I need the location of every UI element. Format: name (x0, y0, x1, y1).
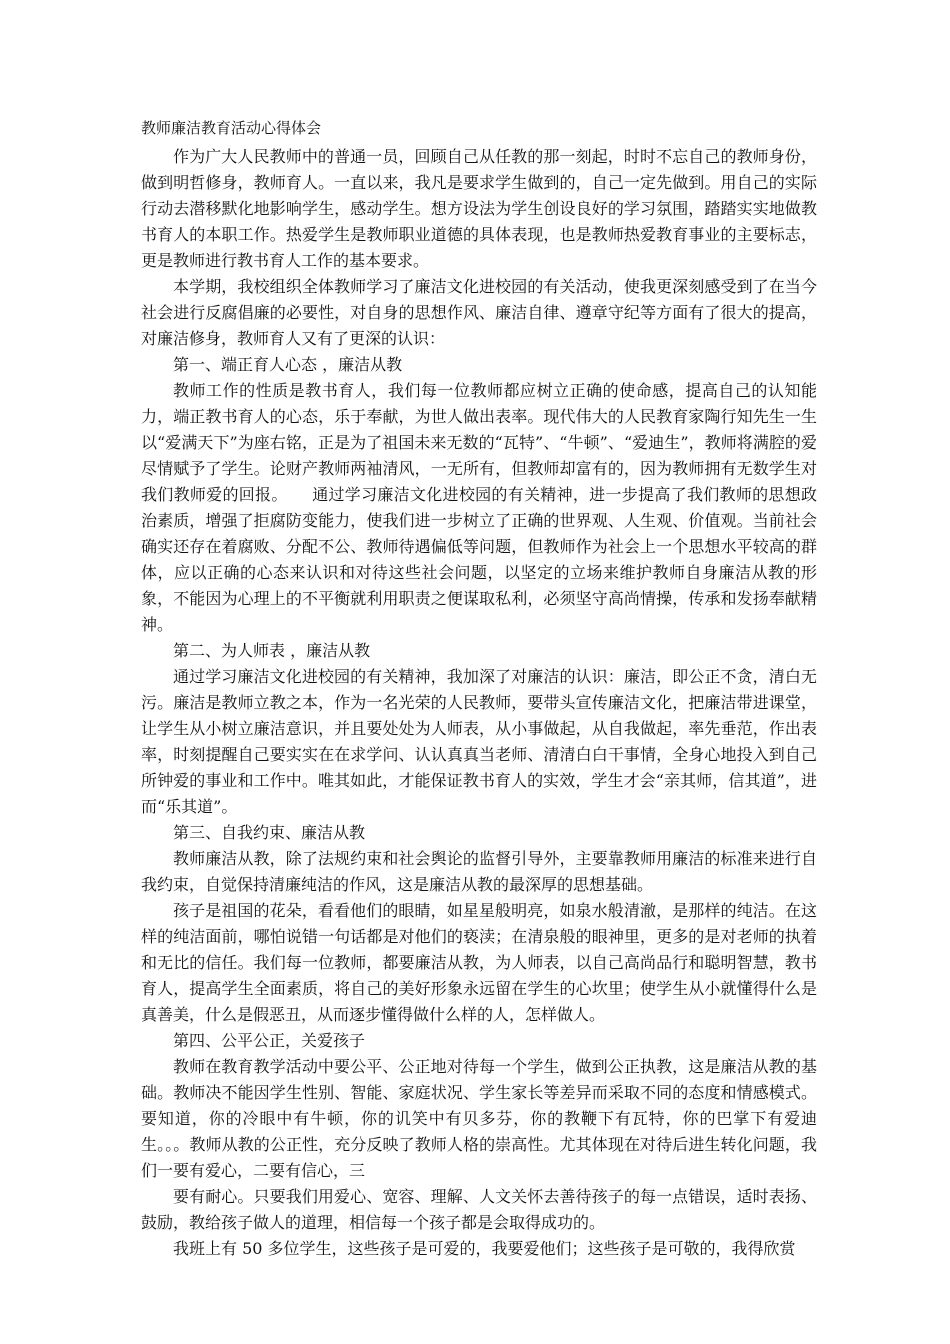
paragraph-semester: 本学期，我校组织全体教师学习了廉洁文化进校园的有关活动，使我更深刻感受到了在当今社会进行反腐倡廉的必要性，对自身的思想作风、廉洁自律、遵章守纪等方面有了很大的提高，对廉洁修身，教师育人又有了更深的认识： (141, 277, 817, 348)
paragraph-section-3a: 教师廉洁从教，除了法规约束和社会舆论的监督引导外，主要靠教师用廉洁的标准来进行自我约束，自觉保持清廉纯洁的作风，这是廉洁从教的最深厚的思想基础。 (141, 849, 817, 894)
document-page (141, 116, 817, 1262)
section-heading-2: 第二、为人师表 ，廉洁从教 (173, 641, 371, 660)
paragraph-section-2: 通过学习廉洁文化进校园的有关精神，我加深了对廉洁的认识：廉洁，即公正不贪，清白无污。廉洁是教师立教之本，作为一名光荣的人民教师，要带头宣传廉洁文化，把廉洁带进课堂，让学生从小树立廉洁意识，并且要处处为人师表，从小事做起，从自我做起，率先垂范，作出表率，时刻提醒自己要实实在在求学问、认认真真当老师、清清白白干事情，全身心地投入到自己所钟爱的事业和工作中。唯其如此，才能保证教书育人的实效，学生才会“亲其师，信其道”，进而“乐其道”。 (141, 667, 817, 816)
paragraph-intro: 作为广大人民教师中的普通一员，回顾自己从任教的那一刻起，时时不忘自己的教师身份，做到明哲修身，教师育人。一直以来，我凡是要求学生做到的，自己一定先做到。用自己的实际行动去潜移默化地影响学生，感动学生。想方设法为学生创设良好的学习氛围，踏踏实实地做教书育人的本职工作。热爱学生是教师职业道德的具体表现，也是教师热爱教育事业的主要标志，更是教师进行教书育人工作的基本要求。 (141, 147, 817, 270)
paragraph-section-1: 教师工作的性质是教书育人，我们每一位教师都应树立正确的使命感，提高自己的认知能力，端正教书育人的心态，乐于奉献，为世人做出表率。现代伟大的人民教育家陶行知先生一生以“爱满天下”为座右铭，正是为了祖国未来无数的“瓦特”、“牛顿”、“爱迪生”，教师将满腔的爱尽情赋予了学生。论财产教师两袖清风，一无所有，但教师却富有的，因为教师拥有无数学生对我们教师爱的回报。 通过学习廉洁文化进校园的有关精神，进一步提高了我们教师的思想政治素质，增强了拒腐防变能力，使我们进一步树立了正确的世界观、人生观、价值观。当前社会确实还存在着腐败、分配不公、教师待遇偏低等问题，但教师作为社会上一个思想水平较高的群体，应以正确的心态来认识和对待这些社会问题，以坚定的立场来维护教师自身廉洁从教的形象，不能因为心理上的不平衡就利用职责之便谋取私利，必须坚守高尚情操，传承和发扬奉献精神。 (141, 381, 817, 634)
section-heading-3: 第三、自我约束、廉洁从教 (173, 823, 366, 842)
section-heading-1: 第一、端正育人心态 ，廉洁从教 (173, 355, 403, 374)
paragraph-section-3b: 孩子是祖国的花朵，看看他们的眼睛，如星星般明亮，如泉水般清澈，是那样的纯洁。在这样的纯洁面前，哪怕说错一句话都是对他们的亵渎；在清泉般的眼神里，更多的是对老师的执着和无比的信任。我们每一位教师，都要廉洁从教，为人师表，以自己高尚品行和聪明智慧，教书育人，提高学生全面素质，将自己的美好形象永远留在学生的心坎里；使学生从小就懂得什么是真善美，什么是假恶丑，从而逐步懂得做什么样的人，怎样做人。 (141, 901, 817, 1024)
paragraph-section-4b: 要有耐心。只要我们用爱心、宽容、理解、人文关怀去善待孩子的每一点错误，适时表扬、鼓励，教给孩子做人的道理，相信每一个孩子都是会取得成功的。 (141, 1187, 817, 1232)
section-heading-4: 第四、公平公正，关爱孩子 (173, 1031, 366, 1050)
paragraph-section-4a: 教师在教育教学活动中要公平、公正地对待每一个学生，做到公正执教，这是廉洁从教的基础。教师决不能因学生性别、智能、家庭状况、学生家长等差异而采取不同的态度和情感模式。要知道，你的冷眼中有牛顿，你的讥笑中有贝多芬，你的教鞭下有瓦特，你的巴掌下有爱迪生。。。教师从教的公正性，充分反映了教师人格的崇高性。尤其体现在对待后进生转化问题，我们一要有爱心，二要有信心，三 (141, 1057, 817, 1180)
document-title: 教师廉洁教育活动心得体会 (141, 119, 322, 137)
paragraph-section-4c: 我班上有 50 多位学生，这些孩子是可爱的，我要爱他们；这些孩子是可敬的，我得欣赏 (173, 1239, 796, 1258)
